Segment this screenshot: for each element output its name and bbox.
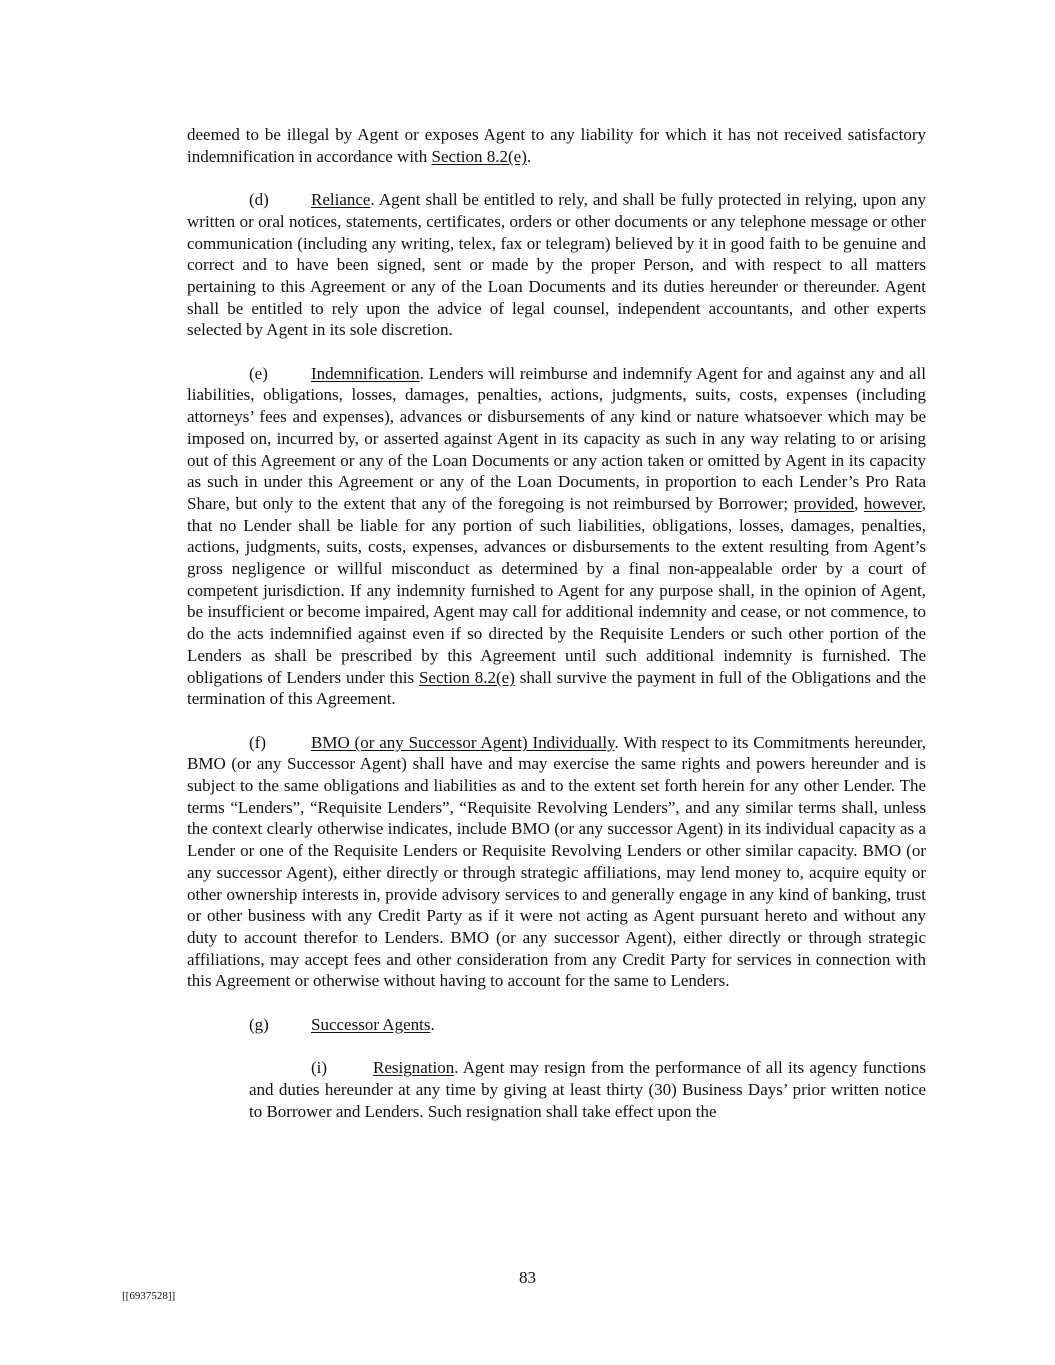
paragraph-g-i-resignation <box>249 1057 926 1122</box>
provided-term: provided <box>793 493 855 513</box>
paragraph-text: deemed to be illegal by Agent or exposes Agent to any liability for which it has not received satisfactory indemnification in accordance with <box>187 125 926 166</box>
paragraph-g-successor-agents <box>187 1014 926 1036</box>
section-reference: Section 8.2(e) <box>418 667 515 687</box>
section-reference: Section 8.2(e) <box>431 146 527 166</box>
clause-heading: Resignation <box>373 1058 455 1078</box>
page-number: 83 <box>519 1268 536 1287</box>
clause-heading: BMO (or any Successor Agent) Individually <box>311 732 615 752</box>
paragraph-text: . Lenders will reimburse and indemnify Agent for and against any and all liabilities, obligations, losses, damages, penalties, actions, judgments, suits, costs, expenses (including attorneys’ fees and expenses), advances or disbursements of any kind or nature whatsoever which may be imposed on, incurred by, or asserted against Agent in its capacity as such in any way relating to or arising out of this Agreement or any of the Loan Documents or any action taken or omitted by Agent in its capacity as such in under this Agreement or any of the Loan Documents, in proportion to each Lender’s Pro Rata Share, but only to the extent that any of the foregoing is not reimbursed by Borrower; <box>187 363 926 513</box>
clause-heading: Reliance <box>311 190 371 210</box>
paragraph-text: , <box>854 493 864 513</box>
paragraph-d-reliance <box>187 189 926 341</box>
clause-label: (g) <box>249 1014 269 1034</box>
paragraph-c-continuation <box>187 124 926 167</box>
clause-label: (e) <box>249 363 268 383</box>
paragraph-text: . <box>526 146 532 166</box>
paragraph-text: . Agent shall be entitled to rely, and shall be fully protected in relying, upon any written or oral notices, statements, certificates, orders or other documents or any telephone message or other communication (including any writing, telex, fax or telegram) believed by it in good faith to be genuine and correct and to have been signed, sent or made by the proper Person, and with respect to all matters pertaining to this Agreement or any of the Loan Documents and its duties hereunder or thereunder. Agent shall be entitled to rely upon the advice of legal counsel, independent accountants, and other experts selected by Agent in its sole discretion. <box>187 190 926 340</box>
clause-heading: Successor Agents <box>311 1014 431 1034</box>
paragraph-text: , that no Lender shall be liable for any portion of such liabilities, obligations, losses, damages, penalties, actions, judgments, suits, costs, expenses, advances or disbursements to the extent resulting from Agent’s gross negligence or willful misconduct as determined by a final non-appealable order by a court of competent jurisdiction. If any indemnity furnished to Agent for any purpose shall, in the opinion of Agent, be insufficient or become impaired, Agent may call for additional indemnity and cease, or not commence, to do the acts indemnified against even if so directed by the Requisite Lenders or such other portion of the Lenders as shall be prescribed by this Agreement until such additional indemnity is furnished. The obligations of Lenders under this <box>187 493 926 687</box>
paragraph-e-indemnification <box>187 363 926 710</box>
however-term: however <box>863 493 922 513</box>
paragraph-f-bmo-individually <box>187 732 926 992</box>
clause-label: (d) <box>249 190 269 210</box>
paragraph-text: . Agent may resign from the performance of all its agency functions and duties hereunder at any time by giving at least thirty (30) Business Days’ prior written notice to Borrower and Lenders. Such resignation shall take effect upon the <box>249 1058 926 1121</box>
paragraph-text: . <box>430 1014 435 1034</box>
clause-heading: Indemnification <box>311 363 420 383</box>
clause-label: (f) <box>249 732 266 752</box>
document-id: [[6937528]] <box>122 1290 176 1302</box>
paragraph-text: shall survive the payment in full of the Obligations and the termination of this Agreement. <box>187 667 926 709</box>
document-page <box>187 124 926 1144</box>
paragraph-text: . With respect to its Commitments hereunder, BMO (or any Successor Agent) shall have and may exercise the same rights and powers hereunder and is subject to the same obligations and liabilities as and to the extent set forth herein for any other Lender. The terms “Lenders”, “Requisite Lenders”, “Requisite Revolving Lenders”, and any similar terms shall, unless the context clearly otherwise indicates, include BMO (or any successor Agent) in its individual capacity as a Lender or one of the Requisite Lenders or Requisite Revolving Lenders or other similar capacity. BMO (or any successor Agent), either directly or through strategic affiliations, may lend money to, acquire equity or other ownership interests in, provide advisory services to and generally engage in any kind of banking, trust or other business with any Credit Party as if it were not acting as Agent pursuant hereto and without any duty to account therefor to Lenders. BMO (or any successor Agent), either directly or through strategic affiliations, may accept fees and other consideration from any Credit Party for services in connection with this Agreement or otherwise without having to account for the same to Lenders. <box>187 732 926 991</box>
clause-label: (i) <box>311 1058 328 1078</box>
